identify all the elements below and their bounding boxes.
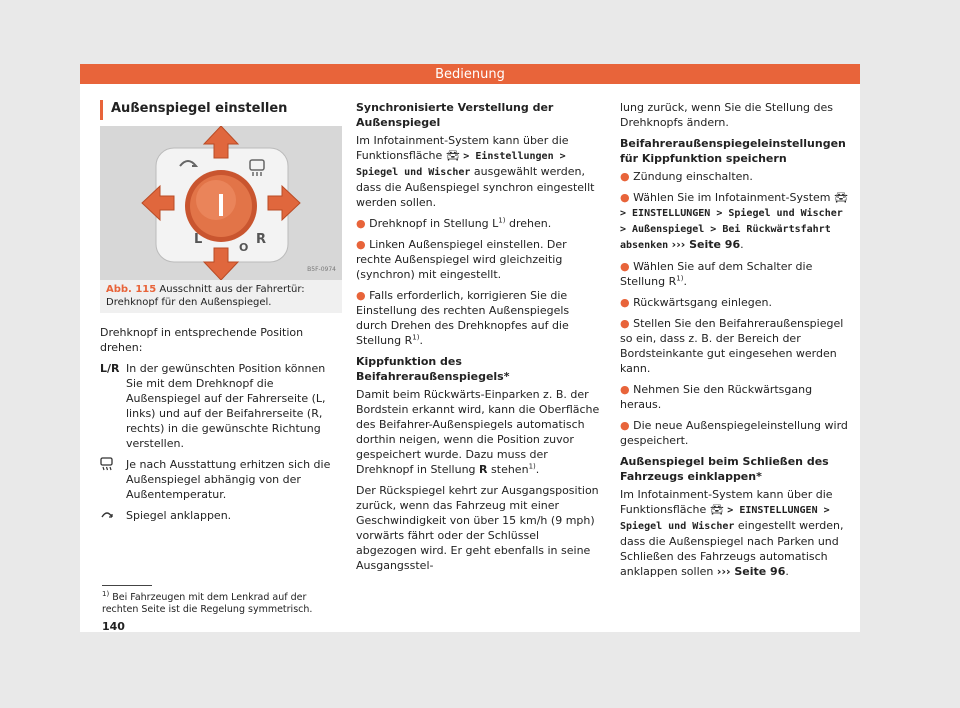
column-3	[620, 100, 850, 585]
footnote	[102, 589, 342, 616]
column-2	[356, 100, 602, 579]
save-step-7-text: Die neue Außenspiegeleinstellung wird gespeichert.	[620, 419, 848, 447]
footnote-text: Bei Fahrzeugen mit dem Lenkrad auf der rechten Seite ist die Regelung symmetrisch.	[102, 592, 313, 615]
step-1-end: drehen.	[505, 217, 552, 230]
paragraph-tilt-end: stehen	[487, 463, 529, 476]
car-icon: 🚘︎	[445, 149, 460, 162]
definition-fold	[100, 508, 342, 526]
paragraph-fold-on-lock	[620, 487, 850, 579]
paragraph-fold-dot: .	[785, 565, 789, 578]
save-step-2-end: .	[740, 238, 744, 251]
knob-label-o: O	[239, 241, 249, 254]
save-step-5	[620, 316, 850, 376]
figure-caption-label: Abb. 115	[106, 284, 157, 295]
paragraph-sync-start: Im Infotainment-System kann über die Funktionsfläche	[356, 134, 569, 162]
save-step-7	[620, 418, 850, 448]
definition-key-lr: L/R	[100, 362, 120, 375]
chapter-header: Bedienung	[80, 64, 860, 84]
mirror-knob-figure	[100, 126, 342, 280]
bullet-icon: ●	[620, 191, 630, 204]
mirror-knob-illustration	[100, 126, 342, 280]
bullet-icon: ●	[620, 260, 630, 273]
heading-sync: Synchronisierte Verstellung der Außenspiegel	[356, 101, 554, 129]
paragraph-fold-start: Im Infotainment-System kann über die Funktionsfläche	[620, 488, 833, 516]
page-reference: ››› Seite 96	[716, 565, 786, 578]
page-number: 140	[102, 620, 125, 633]
bullet-icon: ●	[356, 289, 366, 302]
bullet-icon: ●	[356, 238, 366, 251]
car-icon: 🚘︎	[834, 191, 848, 204]
save-step-4-text: Rückwärtsgang einlegen.	[633, 296, 772, 309]
paragraph-sync	[356, 133, 602, 210]
step-1-text: Drehknopf in Stellung L	[369, 217, 499, 230]
save-step-3-text: Wählen Sie auf dem Schalter die Stellung R	[620, 260, 813, 288]
column-1	[100, 100, 342, 532]
heading-tilt: Kippfunktion des Beifahreraußenspiegels*	[356, 355, 510, 383]
step-3-text: Falls erforderlich, korrigieren Sie die Einstellung des rechten Außenspiegels durch Drehen des Drehknopfes auf die Stellung R	[356, 289, 570, 347]
menu-path: > Einstellungen > Spiegel und Wischer	[356, 151, 566, 178]
page-reference: ››› Seite 96	[671, 238, 741, 251]
definition-heat	[100, 457, 342, 502]
definition-text-heat: Je nach Ausstattung erhitzen sich die Außenspiegel abhängig von der Außentemperatur.	[126, 458, 331, 501]
heading-save-tilt: Beifahreraußenspiegeleinstellungen für Kippfunktion speichern	[620, 137, 846, 165]
step-2-text: Linken Außenspiegel einstellen. Der rechte Außenspiegel wird gleichzeitig (synchron) mit eingestellt.	[356, 238, 567, 281]
position-r: R	[479, 463, 488, 476]
bullet-icon: ●	[620, 296, 630, 309]
heading-fold-on-lock: Außenspiegel beim Schließen des Fahrzeugs einklappen*	[620, 455, 829, 483]
figure-caption	[100, 280, 342, 313]
manual-page	[80, 64, 860, 632]
step-3	[356, 288, 602, 348]
paragraph-fold-end: eingestellt werden, dass die Außenspiegel nach Parken und Schließen des Fahrzeugs automatisch anklappen sollen	[620, 519, 844, 578]
save-step-5-text: Stellen Sie den Beifahreraußenspiegel so ein, dass z. B. der Bereich der Bordsteinkante gut eingesehen werden kann.	[620, 317, 844, 375]
footnote-ref: 1)	[498, 216, 506, 225]
bullet-icon: ●	[620, 317, 630, 330]
knob-label-r: R	[256, 232, 267, 247]
footnote-ref: 1)	[676, 274, 684, 283]
save-step-6-text: Nehmen Sie den Rückwärtsgang heraus.	[620, 383, 813, 411]
menu-path: > EINSTELLUNGEN > Spiegel und Wischer	[620, 505, 830, 532]
save-step-1-text: Zündung einschalten.	[633, 170, 753, 183]
bullet-icon: ●	[620, 419, 630, 432]
bullet-icon: ●	[356, 217, 366, 230]
footnote-mark: 1)	[102, 589, 110, 598]
footnote-divider	[102, 585, 152, 586]
definition-lr	[100, 361, 342, 451]
paragraph-continued: lung zurück, wenn Sie die Stellung des Drehknopfs ändern.	[620, 101, 834, 129]
paragraph-tilt-text: Damit beim Rückwärts-Einparken z. B. der Bordstein erkannt wird, kann die Oberfläche des Beifahrer-Außenspiegels automatisch dorthin neigen, wenn die Position zuvor gespeichert wurde. Dazu muss der Drehknopf in Stellung	[356, 388, 600, 476]
intro-text: Drehknopf in entsprechende Position drehen:	[100, 326, 304, 354]
step-1	[356, 216, 602, 231]
bullet-icon: ●	[620, 383, 630, 396]
figure-caption-text: Ausschnitt aus der Fahrertür: Drehknopf für den Außenspiegel.	[106, 284, 305, 308]
save-step-3-end: .	[683, 275, 687, 288]
figure-code: B5F-0974	[307, 266, 336, 273]
save-step-6	[620, 382, 850, 412]
save-step-3	[620, 259, 850, 289]
step-3-end: .	[419, 334, 423, 347]
knob-label-l: L	[194, 232, 203, 247]
section-title: Außenspiegel einstellen	[100, 100, 342, 120]
fold-mirror-icon	[100, 508, 126, 526]
save-step-4	[620, 295, 850, 310]
step-2	[356, 237, 602, 282]
paragraph-tilt-dot: .	[535, 463, 540, 476]
footnote-ref: 1)	[528, 462, 536, 471]
definition-text-lr: In der gewünschten Position können Sie mit dem Drehknopf die Außenspiegel auf der Fahrerseite (L, links) und auf der Beifahrerseite (R, rechts) in die gewünschte Richtung verstellen.	[126, 362, 326, 450]
paragraph-tilt	[356, 387, 602, 477]
save-step-1	[620, 169, 850, 184]
car-icon: 🚘︎	[709, 503, 724, 516]
bullet-icon: ●	[620, 170, 630, 183]
mirror-heat-icon	[100, 457, 126, 502]
save-step-2	[620, 190, 850, 253]
definition-text-fold: Spiegel anklappen.	[126, 509, 232, 522]
paragraph-sync-end: ausgewählt werden, dass die Außenspiegel synchron eingestellt werden sollen.	[356, 165, 595, 209]
menu-path: > EINSTELLUNGEN > Spiegel und Wischer > Außenspiegel > Bei Rückwärtsfahrt absenken	[620, 208, 843, 251]
paragraph-return: Der Rückspiegel kehrt zur Ausgangsposition zurück, wenn das Fahrzeug mit einer Geschwindigkeit von über 15 km/h (9 mph) vorwärts fährt oder der Schlüssel abgezogen wird. Er geht ebenfalls in seine Ausgangsstel-	[356, 484, 599, 572]
save-step-2-text: Wählen Sie im Infotainment-System	[633, 191, 831, 204]
footnote-ref: 1)	[412, 333, 420, 342]
